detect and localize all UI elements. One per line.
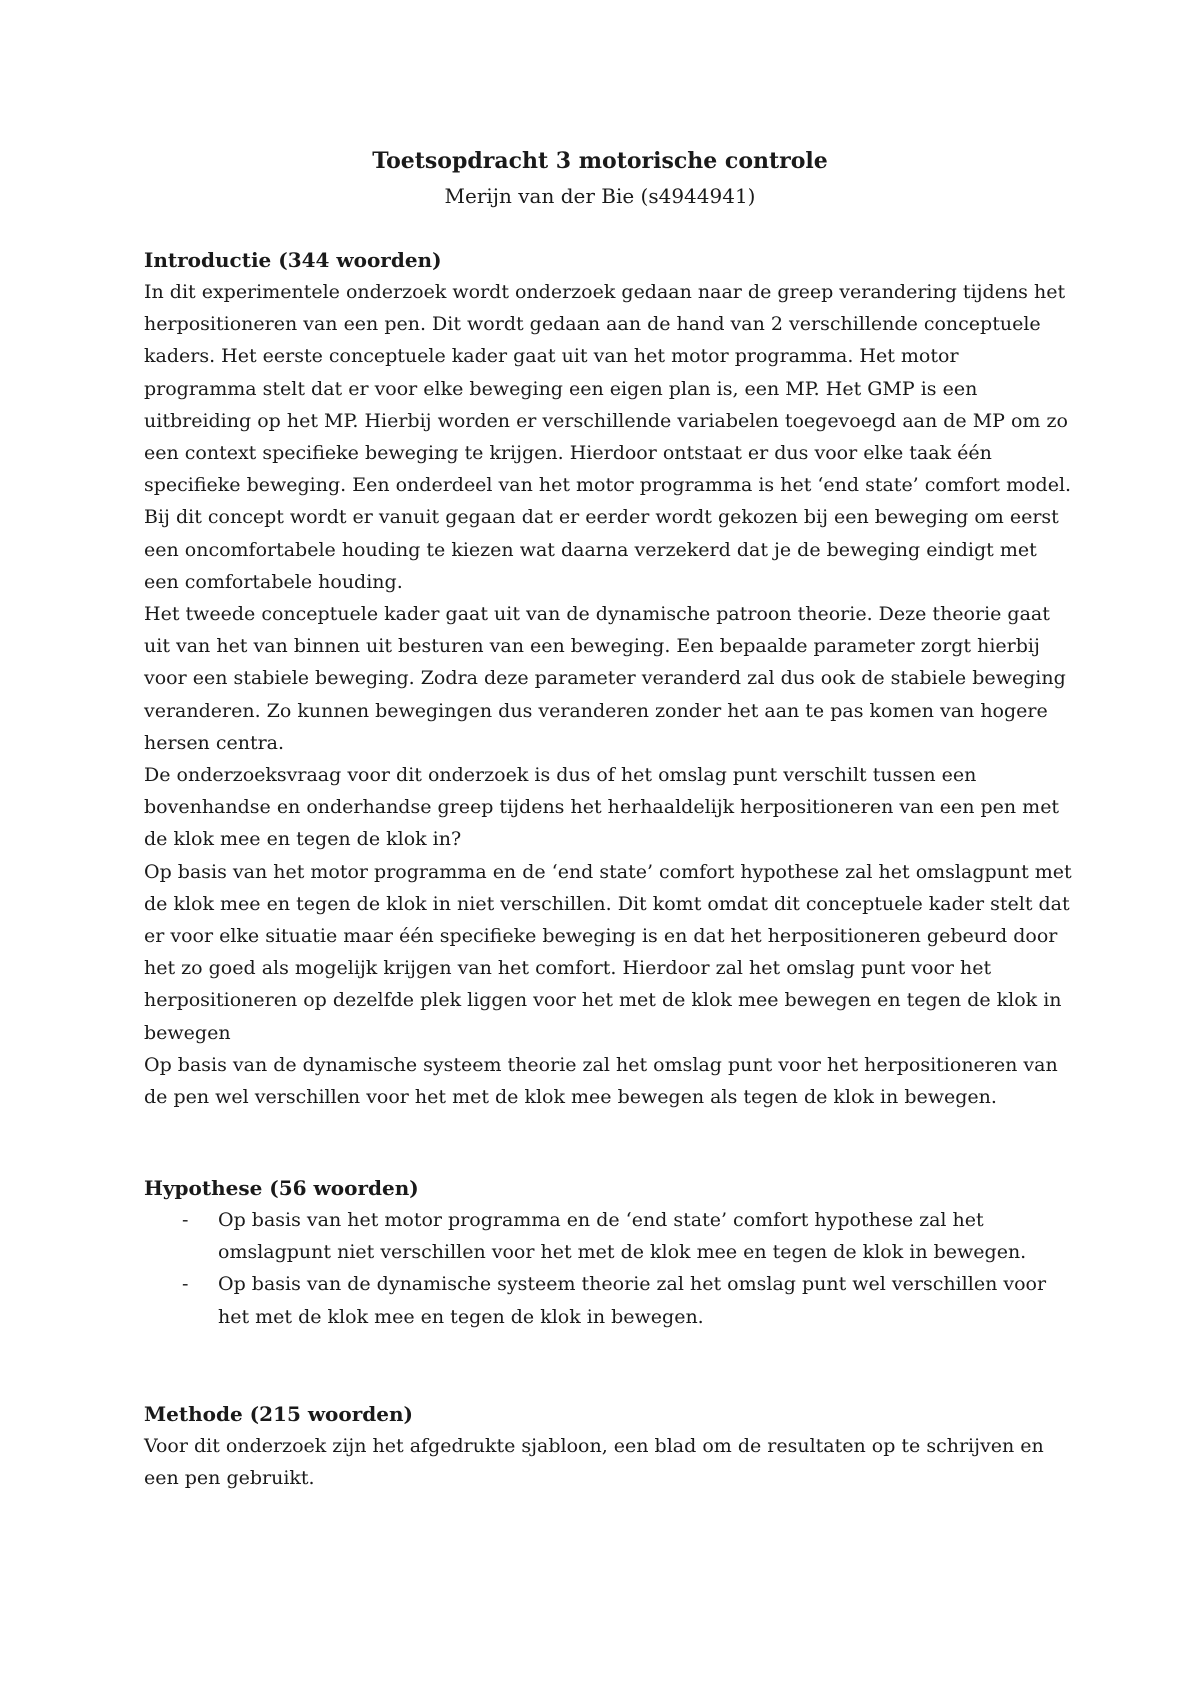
method-heading: Methode (215 woorden) [144,1402,413,1426]
introduction-heading: Introductie (344 woorden) [144,248,442,272]
introduction-section [144,244,1074,1113]
document-title: Toetsopdracht 3 motorische controle [372,148,828,174]
hypothesis-item-text: Op basis van het motor programma en de ‘end state’ comfort hypothese zal het omslagpunt niet verschillen voor het met de klok mee en tegen de klok in bewegen. [218,1209,1027,1264]
method-paragraph-1: Voor dit onderzoek zijn het afgedrukte sjabloon, een blad om de resultaten op te schrijven en een pen gebruikt. [144,1435,1044,1490]
list-bullet: - [182,1273,189,1296]
list-bullet: - [182,1209,189,1231]
hypothesis-section [144,1172,1074,1333]
introduction-paragraph-2: Het tweede conceptuele kader gaat uit van de dynamische patroon theorie. Deze theorie gaat uit van het van binnen uit besturen van een beweging. Een bepaalde parameter zorgt hierbij voor een stabiele beweging. Zodra deze parameter veranderd zal dus ook de stabiele beweging veranderen. Zo kunnen bewegingen dus veranderen zonder het aan te pas komen van hogere hersen centra. [144,603,1066,754]
document-author: Merijn van der Bie (s4944941) [444,184,756,208]
hypothesis-item-1 [144,1204,1074,1268]
method-section [144,1398,1074,1494]
hypothesis-item-text: Op basis van de dynamische systeem theorie zal het omslag punt wel verschillen voor het met de klok mee en tegen de klok in bewegen. [218,1273,1047,1328]
introduction-paragraph-4: Op basis van het motor programma en de ‘end state’ comfort hypothese zal het omslagpunt met de klok mee en tegen de klok in niet verschillen. Dit komt omdat dit conceptuele kader stelt dat er voor elke situatie maar één specifieke beweging is en dat het herpositioneren gebeurd door het zo goed als mogelijk krijgen van het comfort. Hierdoor zal het omslag punt voor het herpositioneren op dezelfde plek liggen voor het met de klok mee bewegen en tegen de klok in bewegen [144,860,1072,1044]
introduction-paragraph-3: De onderzoeksvraag voor dit onderzoek is dus of het omslag punt verschilt tussen een bovenhandse en onderhandse greep tijdens het herhaaldelijk herpositioneren van een pen met de klok mee en tegen de klok in? [144,764,1060,851]
hypothesis-heading: Hypothese (56 woorden) [144,1176,419,1200]
introduction-paragraph-1: In dit experimentele onderzoek wordt onderzoek gedaan naar de greep verandering tijdens het herpositioneren van een pen. Dit wordt gedaan aan de hand van 2 verschillende conceptuele kaders. Het eerste conceptuele kader gaat uit van het motor programma. Het motor programma stelt dat er voor elke beweging een eigen plan is, een MP. Het GMP is een uitbreiding op het MP. Hierbij worden er verschillende variabelen toegevoegd aan de MP om zo een context specifieke beweging te krijgen. Hierdoor ontstaat er dus voor elke taak één specifieke beweging. Een onderdeel van het motor programma is het ‘end state’ comfort model. Bij dit concept wordt er vanuit gegaan dat er eerder wordt gekozen bij een beweging om eerst een oncomfortabele houding te kiezen wat daarna verzekerd dat je de beweging eindigt met een comfortabele houding. [144,281,1072,593]
introduction-paragraph-5: Op basis van de dynamische systeem theorie zal het omslag punt voor het herpositioneren van de pen wel verschillen voor het met de klok mee bewegen als tegen de klok in bewegen. [144,1053,1058,1109]
hypothesis-item-2 [144,1268,1074,1332]
hypothesis-list [144,1204,1074,1333]
